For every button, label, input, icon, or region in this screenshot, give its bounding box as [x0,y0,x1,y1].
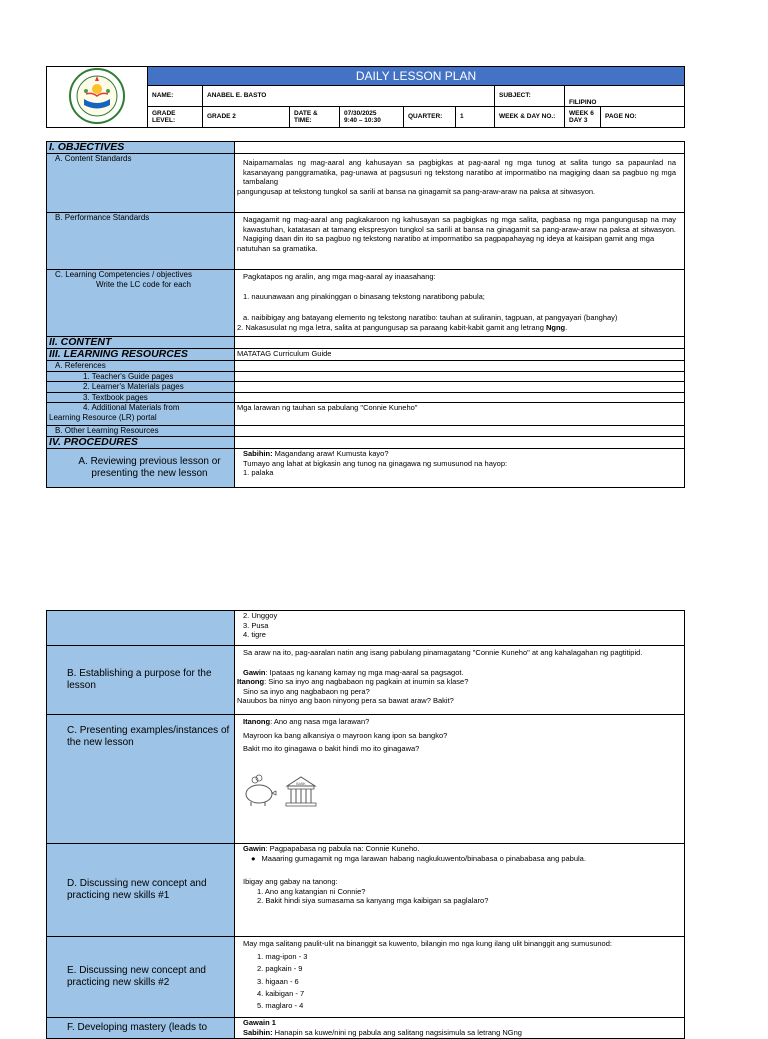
section-learning-resources: III. LEARNING RESOURCES [47,349,235,361]
proc-c-label: C. Presenting examples/instances of the new lesson [47,715,235,844]
section-procedures: IV. PROCEDURES [47,436,235,448]
page-label: PAGE NO: [601,106,685,127]
school-seal-icon [62,67,132,125]
lr-portal-value: Mga larawan ng tauhan sa pabulang "Connie Kuneho" [235,403,685,426]
performance-standards-label: B. Performance Standards [47,213,235,270]
picture-row [237,754,682,811]
piggy-bank-and-bank-icon [243,772,323,808]
lesson-table-page-2 [46,610,685,1039]
lr-portal-label: 4. Additional Materials from Learning Resource (LR) portal [47,403,235,426]
lesson-table-page-1 [46,141,685,488]
name-label: NAME: [148,85,203,106]
references-label: A. References [47,361,235,372]
performance-standards-text: Nagagamit ng mag-aaral ang pagkakaroon ng kahusayan sa pagbigkas ng mga salita, pagbasa ng mga pangungusap na may kawastuhan, katatasan at tamang ekspresyon tungkol sa sarili at bansa na ginagamit sa pang-araw-araw na paksa at sitwasyon. Nagiging daan din ito sa pagbuo ng tekstong naratibo at impormatibo sa pagpapahayag ng ideya at kaisipan gamit ang mga natutuhan sa gramatika. [235,213,685,270]
section-objectives: I. OBJECTIVES [47,142,235,154]
proc-f-label: F. Developing mastery (leads to [47,1018,235,1039]
grade-label: GRADE LEVEL: [148,106,203,127]
subject-label: SUBJECT: [495,85,565,106]
proc-d-label: D. Discussing new concept and practicing new skills #1 [47,844,235,937]
proc-a-continued: 2. Unggoy 3. Pusa 4. tigre [235,611,685,646]
proc-a-label: A. Reviewing previous lesson or presenting the new lesson [47,448,235,487]
proc-e-content: May mga salitang paulit-ulit na binanggit sa kuwento, bilangin mo nga kung ilang ulit binanggit ang sumusunod: 1. mag-ipon - 3 2. pagkain - 9 3. higaan - 6 4. kaibigan - 7 5. maglaro - 4 [235,937,685,1018]
quarter-value: 1 [456,106,495,127]
time-value: 9:40 – 10:30 [344,116,381,124]
date-time-value [340,106,404,127]
proc-a-content: Sabihin: Magandang araw! Kumusta kayo? Tumayo ang lahat at bigkasin ang tunog na ginagawa ng sumusunod na hayop: 1. palaka [235,448,685,487]
quarter-label: QUARTER: [404,106,456,127]
date-label: DATE & TIME: [290,106,340,127]
proc-e-label: E. Discussing new concept and practicing new skills #2 [47,937,235,1018]
textbook-pages-label: 3. Textbook pages [47,392,235,403]
school-logo [47,67,148,128]
week-value: WEEK 6 DAY 3 [565,106,601,127]
header-table [46,66,685,128]
proc-b-content: Sa araw na ito, pag-aaralan natin ang isang pabulang pinamagatang "Connie Kuneho" at ang kahalagahan ng pagtitipid. Gawin: Ipataas ng kanang kamay ng mga mag-aaral sa pagsagot. Itanong: Sino sa inyo ang nagbabaon ng pagkain at inumin sa klase? Sino sa inyo ang nagbabaon ng pera? Nauubos ba ninyo ang baon ninyong pera sa bawat araw? Bakit? [235,646,685,715]
proc-b-label: B. Establishing a purpose for the lesson [47,646,235,715]
competencies-text: Pagkatapos ng aralin, ang mga mag-aaral ay inaasahang: 1. nauunawaan ang pinakinggan o binasang tekstong naratibong pabula; a. naibibigay ang batayang elemento ng tekstong naratibo: tauhan at suliranin, tagpuan, at pangyayari (banghay) 2. Nakasusulat ng mga letra, salita at pangungusap sa paraang kabit-kabit gamit ang letrang Ngng. [235,270,685,337]
proc-d-content: Gawin: Pagpapabasa ng pabula na: Connie Kuneho. ● Maaaring gumagamit ng mga larawan habang nagkukuwento/binabasa o pinababasa ang pabula. Ibigay ang gabay na tanong: 1. Ano ang katangian ni Connie? 2. Bakit hindi siya sumasama sa kanyang mga kaibigan sa paglalaro? [235,844,685,937]
date-value: 07/30/2025 [344,109,377,117]
curriculum-guide: MATATAG Curriculum Guide [235,349,685,361]
page-title: DAILY LESSON PLAN [148,67,685,86]
other-resources-label: B. Other Learning Resources [47,426,235,437]
competencies-label: C. Learning Competencies / objectives Write the LC code for each [47,270,235,337]
name-value: ANABEL E. BASTO [203,85,495,106]
content-standards-label: A. Content Standards [47,154,235,213]
grade-value: GRADE 2 [203,106,290,127]
teachers-guide-label: 1. Teacher's Guide pages [47,371,235,382]
proc-c-content: Itanong: Ano ang nasa mga larawan? Mayroon ka bang alkansiya o mayroon kang ipon sa bangko? Bakit mo ito ginagawa o bakit hindi mo ito ginagawa? BANK [235,715,685,844]
proc-f-content: Gawain 1 Sabihin: Hanapin sa kuwe/nini ng pabula ang salitang nagsisimula sa letrang NGng [235,1018,685,1039]
content-standards-text: Naipamamalas ng mag-aaral ang kahusayan sa pagbigkas at pag-aaral ng mga tunog at salita tungo sa papaunlad na kasanayang panggramatika, pag-unawa at pagsusuri ng tekstong naratibo at impormatibo na magiging daan sa pagbuo ng mga tambalang pangungusap at tekstong tungkol sa sarili at bansa na ginagamit sa pang-araw-araw na paksa at sitwasyon. [235,154,685,213]
learners-materials-label: 2. Learner's Materials pages [47,382,235,393]
week-label: WEEK & DAY NO.: [495,106,565,127]
section-content: II. CONTENT [47,337,235,349]
subject-value: FILIPINO [565,85,685,106]
svg-text:BANK: BANK [296,781,306,786]
